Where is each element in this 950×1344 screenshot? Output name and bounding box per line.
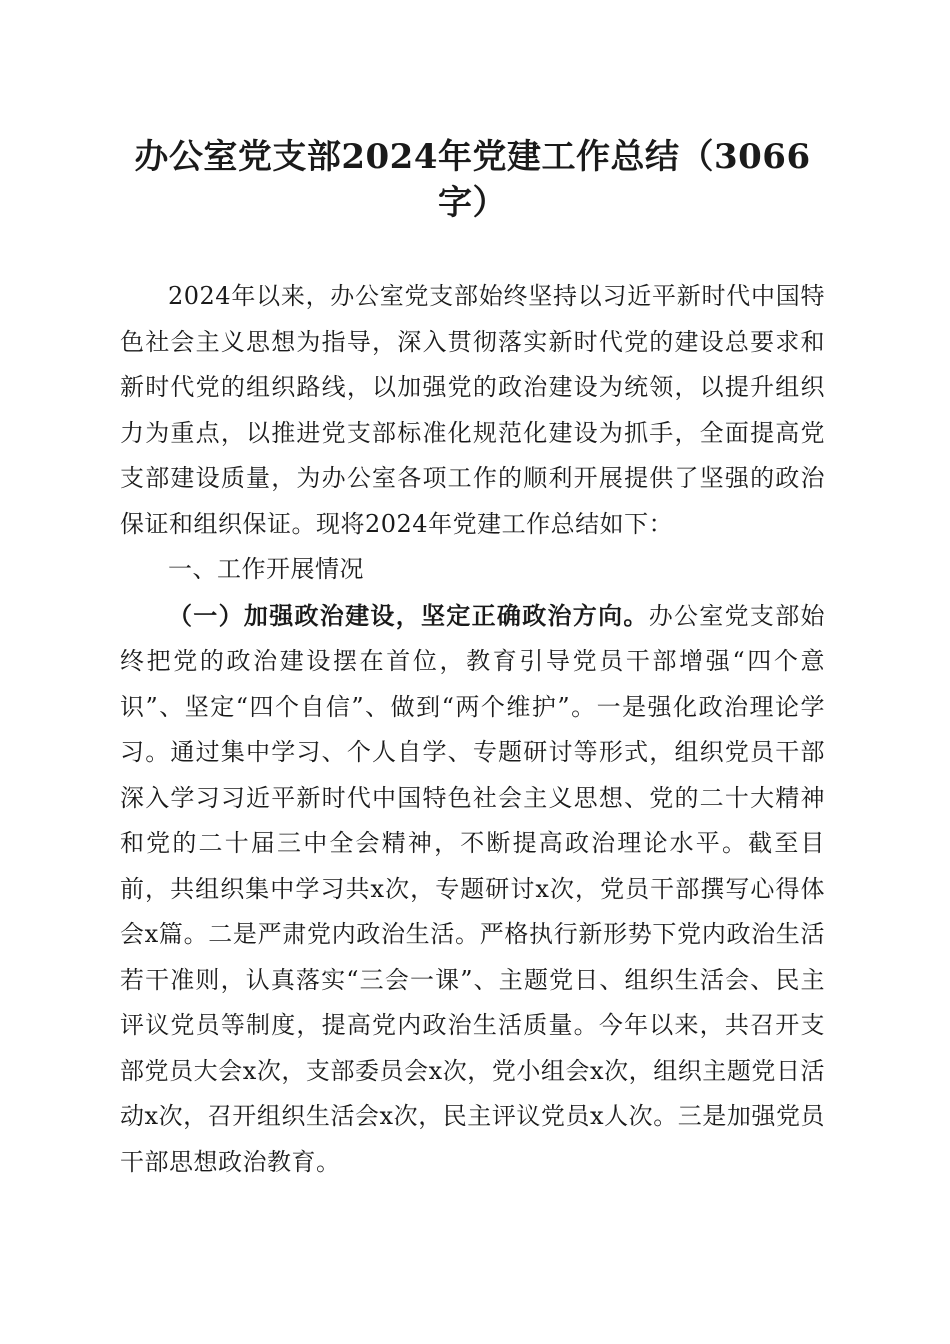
intro-paragraph: 2024年以来，办公室党支部始终坚持以习近平新时代中国特色社会主义思想为指导，深入贯彻落实新时代党的建设总要求和新时代党的组织路线，以加强党的政治建设为统领，以提升组织力为重点，以推进党支部标准化规范化建设为抓手，全面提高党支部建设质量，为办公室各项工作的顺利开展提供了坚强的政治保证和组织保证。现将2024年党建工作总结如下： [120,282,825,538]
document-page [120,134,825,1185]
subsection-text: 办公室党支部始终把党的政治建设摆在首位，教育引导党员干部增强“四个意识”、坚定“四个自信”、做到“两个维护”。一是强化政治理论学习。通过集中学习、个人自学、专题研讨等形式，组织党员干部深入学习习近平新时代中国特色社会主义思想、党的二十大精神和党的二十届三中全会精神，不断提高政治理论水平。截至目前，共组织集中学习共x次，专题研讨x次，党员干部撰写心得体会x篇。二是严肃党内政治生活。严格执行新形势下党内政治生活若干准则，认真落实“三会一课”、主题党日、组织生活会、民主评议党员等制度，提高党内政治生活质量。今年以来，共召开支部党员大会x次，支部委员会x次，党小组会x次，组织主题党日活动x次，召开组织生活会x次，民主评议党员x人次。三是加强党员干部思想政治教育。 [120,601,826,1176]
subsection-paragraph-political-building [120,593,825,1186]
document-title: 办公室党支部2024年党建工作总结（3066字） [134,137,811,223]
title-spacer [120,226,825,274]
section-heading-work-status: 一、工作开展情况 [168,555,364,583]
subsection-heading: （一）加强政治建设，坚定正确政治方向。 [168,600,649,630]
